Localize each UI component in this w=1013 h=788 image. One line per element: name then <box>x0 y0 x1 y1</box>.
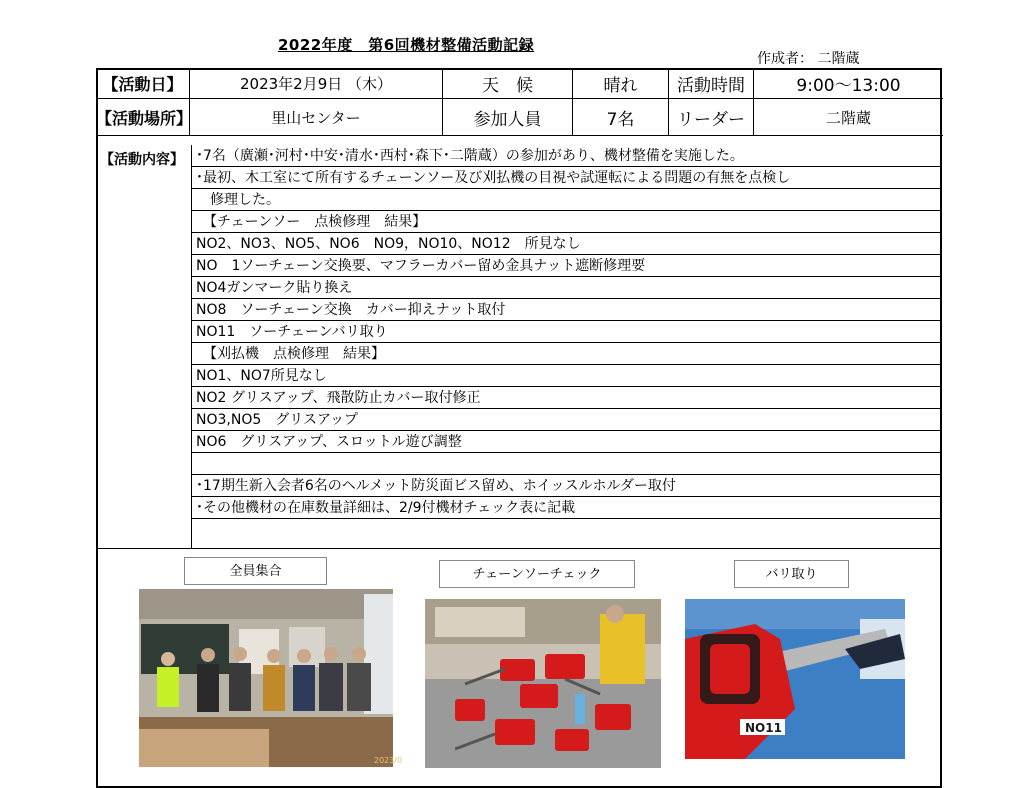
participants-value: 7名 <box>573 99 669 136</box>
header-table <box>96 68 943 136</box>
place-label: 【活動場所】 <box>96 99 190 136</box>
deburring-photo <box>685 599 905 759</box>
content-line: NO8 ソーチェーン交換 カバー抑えナット取付 <box>192 299 940 321</box>
content-label: 【活動内容】 <box>100 152 184 168</box>
photo-caption-deburring: バリ取り <box>734 560 849 588</box>
leader-label: リーダー <box>669 99 754 136</box>
weather-label: 天 候 <box>443 68 573 99</box>
content-line: ･17期生新入会者6名のヘルメット防災面ビス留め、ホイッスルホルダー取付 <box>192 475 940 497</box>
place-value: 里山センター <box>190 99 443 136</box>
date-label: 【活動日】 <box>96 68 190 99</box>
content-line: NO2 グリスアップ、飛散防止カバー取付修正 <box>192 387 940 409</box>
time-value: 9:00～13:00 <box>754 68 944 99</box>
participants-label: 参加人員 <box>443 99 573 136</box>
content-line: 【刈払機 点検修理 結果】 <box>192 343 940 365</box>
content-line: ･最初、木工室にて所有するチェーンソー及び刈払機の目視や試運転による問題の有無を点検し <box>192 167 940 189</box>
content-line <box>192 519 940 541</box>
group-photo <box>139 589 403 767</box>
photo-caption-chainsaw-check: チェーンソーチェック <box>439 560 635 588</box>
photo-section-divider <box>96 548 942 549</box>
content-line: NO4ガンマーク貼り換え <box>192 277 940 299</box>
content-line: 【チェーンソー 点検修理 結果】 <box>192 211 940 233</box>
document-title: 2022年度 第6回機材整備活動記録 <box>278 36 535 54</box>
date-value: 2023年2月9日 （木） <box>190 68 443 99</box>
content-lines <box>192 145 940 541</box>
photo-caption-group: 全員集合 <box>184 557 327 585</box>
chainsaw-number-label: NO11 <box>745 721 782 735</box>
content-line: ･その他機材の在庫数量詳細は、2/9付機材チェック表に記載 <box>192 497 940 519</box>
content-line: NO6 グリスアップ、スロットル遊び調整 <box>192 431 940 453</box>
weather-value: 晴れ <box>573 68 669 99</box>
content-line: NO1、NO7所見なし <box>192 365 940 387</box>
content-line: NO11 ソーチェーンバリ取り <box>192 321 940 343</box>
content-line: NO 1ソーチェーン交換要、マフラーカバー留め金具ナット遮断修理要 <box>192 255 940 277</box>
content-line: ･7名（廣瀬･河村･中安･清水･西村･森下･二階蔵）の参加があり、機材整備を実施した。 <box>192 145 940 167</box>
time-label: 活動時間 <box>669 68 754 99</box>
chainsaw-check-photo <box>425 599 661 768</box>
photo-date-stamp: 2023/0 <box>374 756 403 765</box>
content-line: 修理した。 <box>192 189 940 211</box>
content-line: NO2、NO3、NO5、NO6 NO9，NO10、NO12 所見なし <box>192 233 940 255</box>
author-label: 作成者： 二階蔵 <box>757 51 860 67</box>
content-line: NO3,NO5 グリスアップ <box>192 409 940 431</box>
content-line <box>192 453 940 475</box>
leader-value: 二階蔵 <box>754 99 944 136</box>
